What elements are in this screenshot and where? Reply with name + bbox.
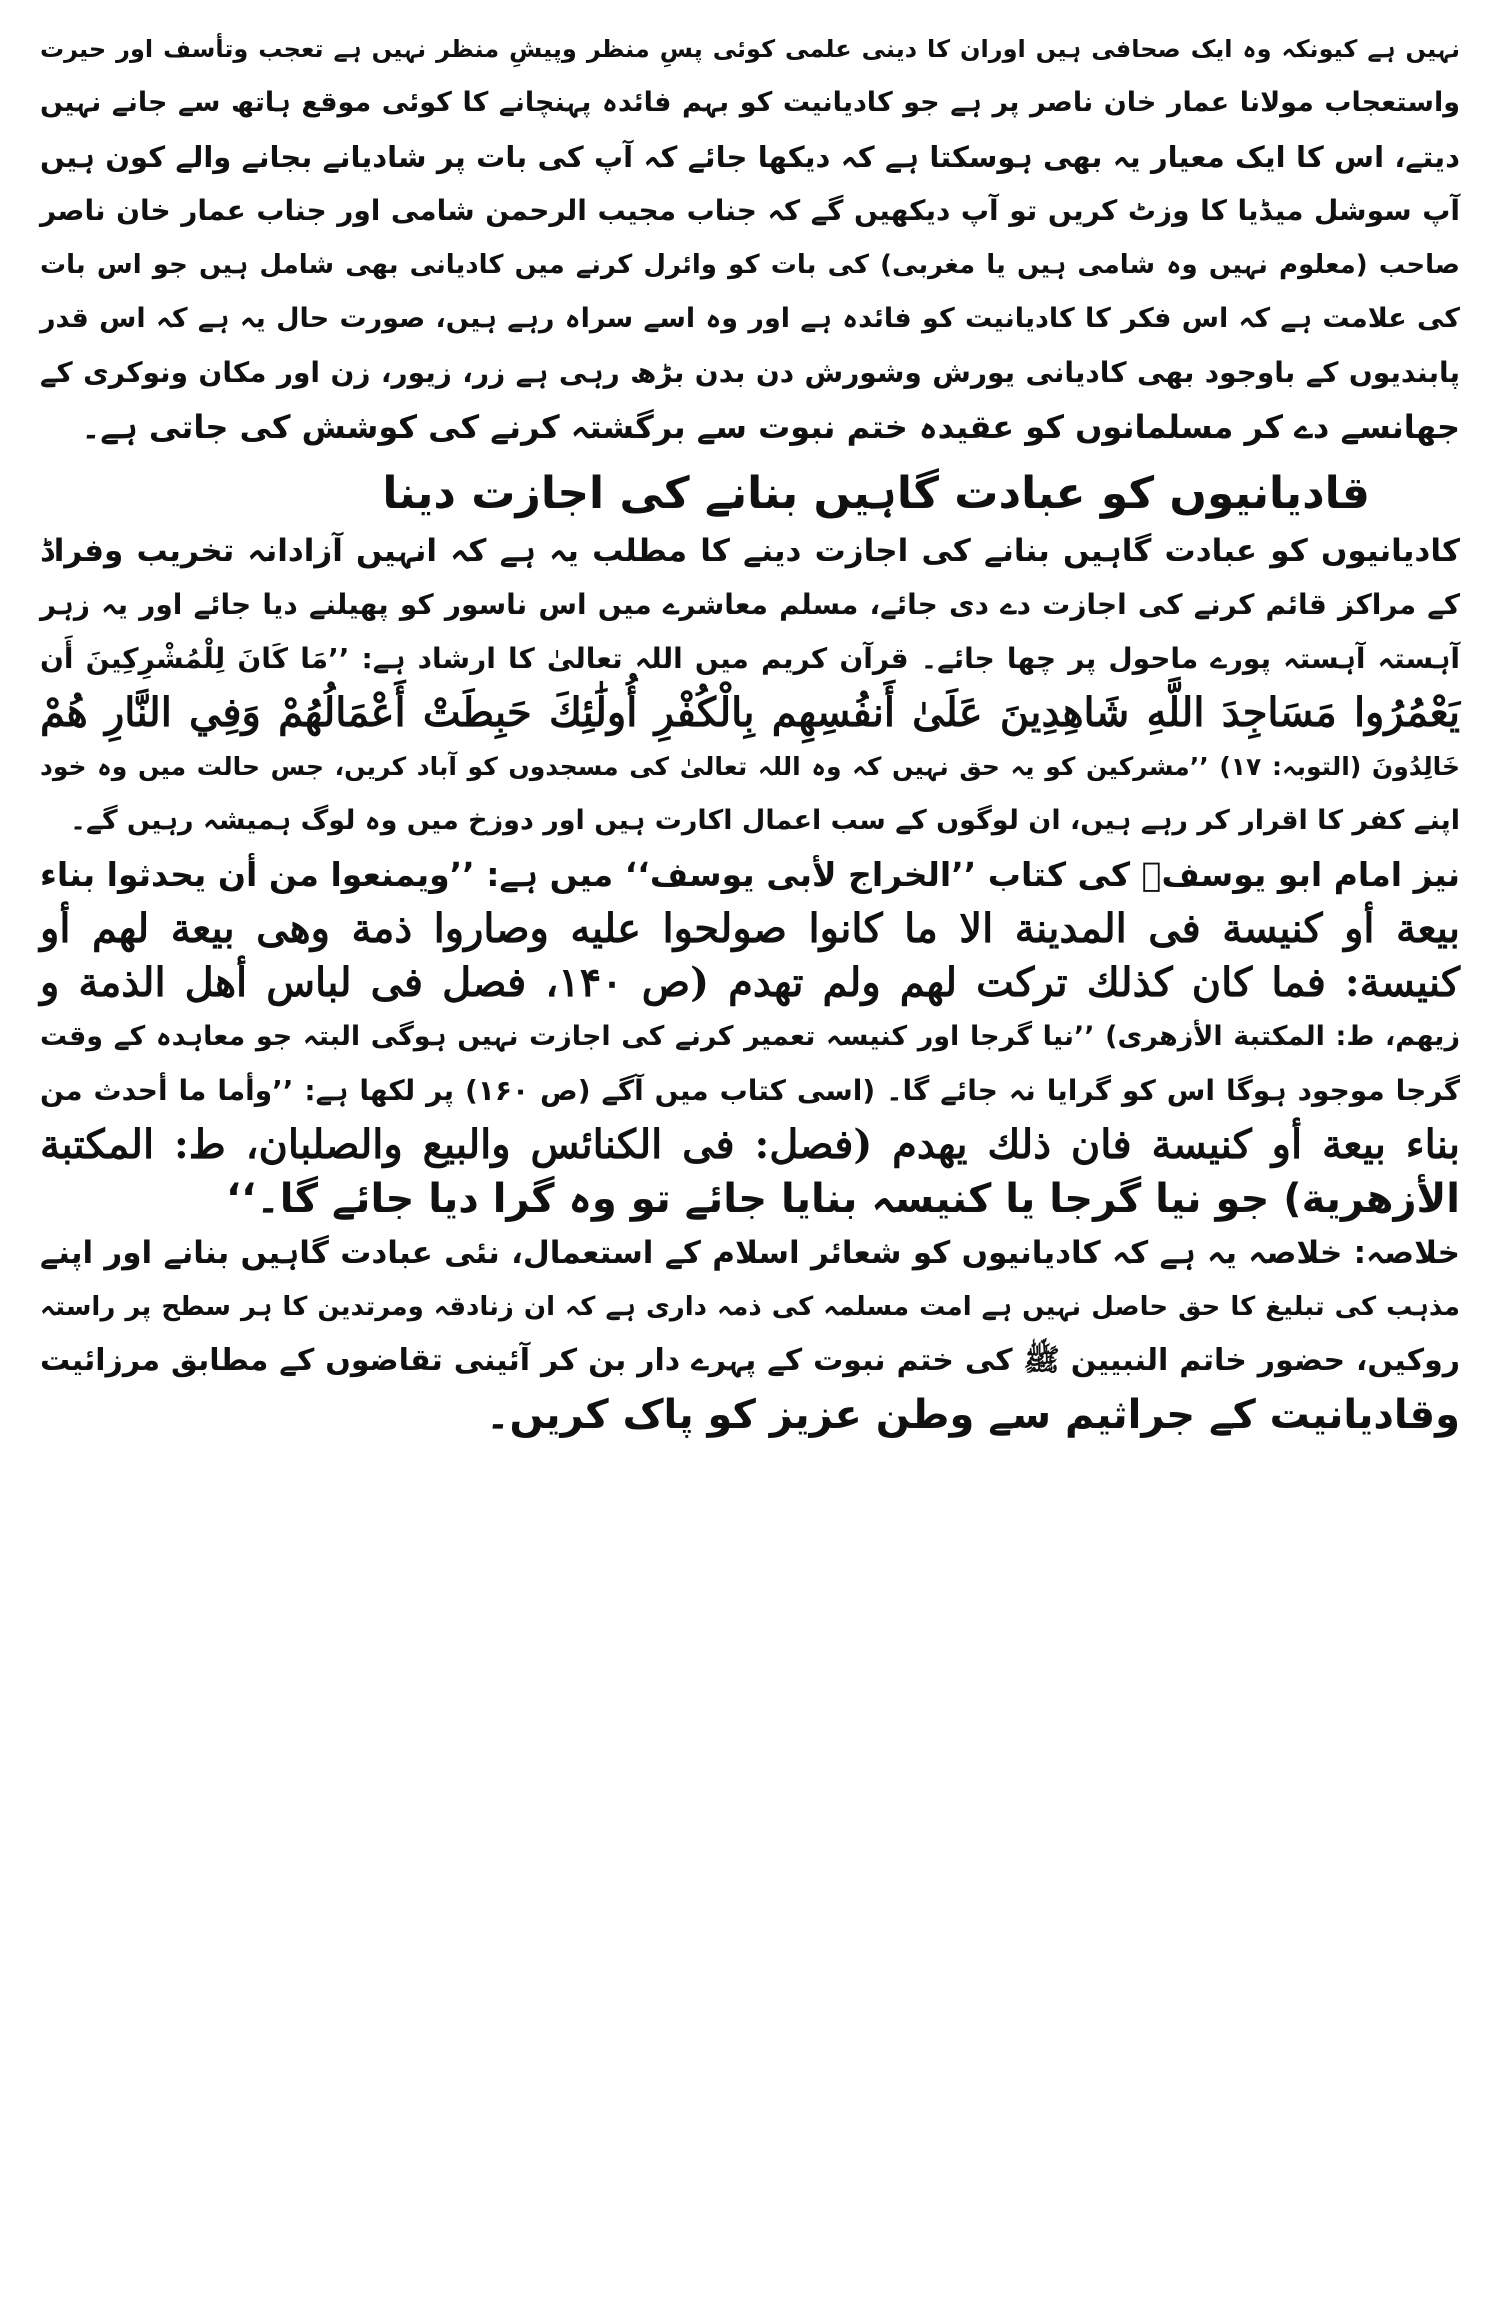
paragraph-1-line: صاحب (معلوم نہیں وہ شامی ہیں یا مغربی) کی بات کو وائرل کرنے میں کادیانی بھی شامل ہیں جو اس بات <box>40 250 1460 280</box>
paragraph-1-line: نہیں ہے کیونکہ وہ ایک صحافی ہیں اوران کا دینی علمی کوئی پسِ منظر وپیشِ منظر نہیں ہے تعجب وتأسف اور حیرت <box>40 35 1460 63</box>
paragraph-4-line: مذہب کی تبلیغ کا حق حاصل نہیں ہے امت مسلمہ کی ذمہ داری ہے کہ ان زنادقہ ومرتدین کا ہر سطح پر راستہ <box>40 1292 1460 1322</box>
paragraph-1-line: آپ سوشل میڈیا کا وزٹ کریں تو آپ دیکھیں گے کہ جناب مجیب الرحمن شامی اور جناب عمار خان ناصر <box>40 194 1460 227</box>
paragraph-4-line: خلاصہ: خلاصہ یہ ہے کہ کادیانیوں کو شعائر اسلام کے استعمال، نئی عبادت گاہیں بنانے اور اپنے <box>40 1235 1460 1271</box>
arabic-quote-line: بناء بيعة أو كنيسة فان ذلك يهدم (فصل: فى الكنائس والبيع والصلبان، ط: المكتبة <box>40 1121 1460 1168</box>
paragraph-2-line: کادیانیوں کو عبادت گاہیں بنانے کی اجازت دینے کا مطلب یہ ہے کہ انہیں آزادانہ تخریب وفراڈ <box>40 533 1460 569</box>
paragraph-1 <box>40 22 1460 454</box>
paragraph-2-line: کے مراکز قائم کرنے کی اجازت دے دی جائے، مسلم معاشرے میں اس ناسور کو پھیلنے دیا جائے اور یہ زہر <box>40 588 1460 621</box>
paragraph-3 <box>40 848 1460 1226</box>
paragraph-3-line: گرجا موجود ہوگا اس کو گرایا نہ جائے گا۔ (اسی کتاب میں آگے (ص ۱۶۰) پر لکھا ہے: ’’وأما ما أحدث من <box>40 1074 1460 1107</box>
paragraph-2 <box>40 524 1460 848</box>
paragraph-4-line: روکیں، حضور خاتم النبیین ﷺ کی ختم نبوت کے پہرے دار بن کر آئینی تقاضوں کے مطابق مرزائیت <box>40 1343 1460 1378</box>
paragraph-2-line: خَالِدُونَ (التوبہ: ۱۷) ’’مشرکین کو یہ حق نہیں کہ وہ اللہ تعالیٰ کی مسجدوں کو آباد کریں، جس حالت میں وہ خود <box>40 752 1460 781</box>
paragraph-3-line: زيهم، ط: المكتبة الأزهرى) ’’نیا گرجا اور کنیسہ تعمیر کرنے کی اجازت نہیں ہوگی البتہ جو معاہدہ کے وقت <box>40 1021 1460 1052</box>
paragraph-1-line: واستعجاب مولانا عمار خان ناصر پر ہے جو کادیانیت کو بہم فائدہ پہنچانے کا کوئی موقع ہاتھ سے جانے نہیں <box>40 87 1460 118</box>
paragraph-1-line: کی علامت ہے کہ اس فکر کا کادیانیت کو فائدہ ہے اور وہ اسے سراہ رہے ہیں، صورت حال یہ ہے کہ اس قدر <box>40 303 1460 334</box>
paragraph-3-line: الأزهرية) جو نیا گرجا یا کنیسہ بنایا جائے تو وہ گرا دیا جائے گا۔‘‘ <box>225 1176 1460 1222</box>
paragraph-2-line: آہستہ آہستہ پورے ماحول پر چھا جائے۔ قرآن کریم میں اللہ تعالیٰ کا ارشاد ہے: ’’مَا كَانَ لِلْمُشْرِكِينَ أَن <box>40 642 1460 675</box>
quran-verse-line: يَعْمُرُوا مَسَاجِدَ اللَّهِ شَاهِدِينَ عَلَىٰ أَنفُسِهِم بِالْكُفْرِ أُولَٰئِكَ حَبِطَتْ أَعْمَالُهُمْ وَفِي النَّارِ هُمْ <box>40 689 1460 736</box>
paragraph-4 <box>40 1226 1460 1442</box>
paragraph-2-line: اپنے کفر کا اقرار کر رہے ہیں، ان لوگوں کے سب اعمال اکارت ہیں اور دوزخ میں وہ لوگ ہمیشہ رہیں گے۔ <box>70 805 1460 836</box>
paragraph-1-line: دیتے، اس کا ایک معیار یہ بھی ہوسکتا ہے کہ دیکھا جائے کہ آپ کی بات پر شادیانے بجانے والے کون ہیں <box>40 140 1460 174</box>
section-heading: قادیانیوں کو عبادت گاہیں بنانے کی اجازت دینا <box>382 468 1370 519</box>
paragraph-4-line: وقادیانیت کے جراثیم سے وطن عزیز کو پاک کریں۔ <box>486 1392 1460 1438</box>
paragraph-1-line: جھانسے دے کر مسلمانوں کو عقیدہ ختم نبوت سے برگشتہ کرنے کی کوشش کی جاتی ہے۔ <box>81 408 1460 446</box>
arabic-quote-line: كنيسة: فما كان كذلك تركت لهم ولم تهدم (ص ۱۴۰، فصل فى لباس أهل الذمة و <box>40 959 1460 1006</box>
paragraph-3-line: نیز امام ابو یوسفؒ کی کتاب ’’الخراج لأبی یوسف‘‘ میں ہے: ’’ويمنعوا من أن يحدثوا بناء <box>40 855 1460 894</box>
paragraph-1-line: پابندیوں کے باوجود بھی کادیانی یورش وشورش دن بدن بڑھ رہی ہے زر، زیور، زن اور مکان ونوکری کے <box>40 356 1460 389</box>
arabic-quote-line: بيعة أو كنيسة فى المدينة الا ما كانوا صولحوا عليه وصاروا ذمة وهى بيعة لهم أو <box>40 905 1460 952</box>
